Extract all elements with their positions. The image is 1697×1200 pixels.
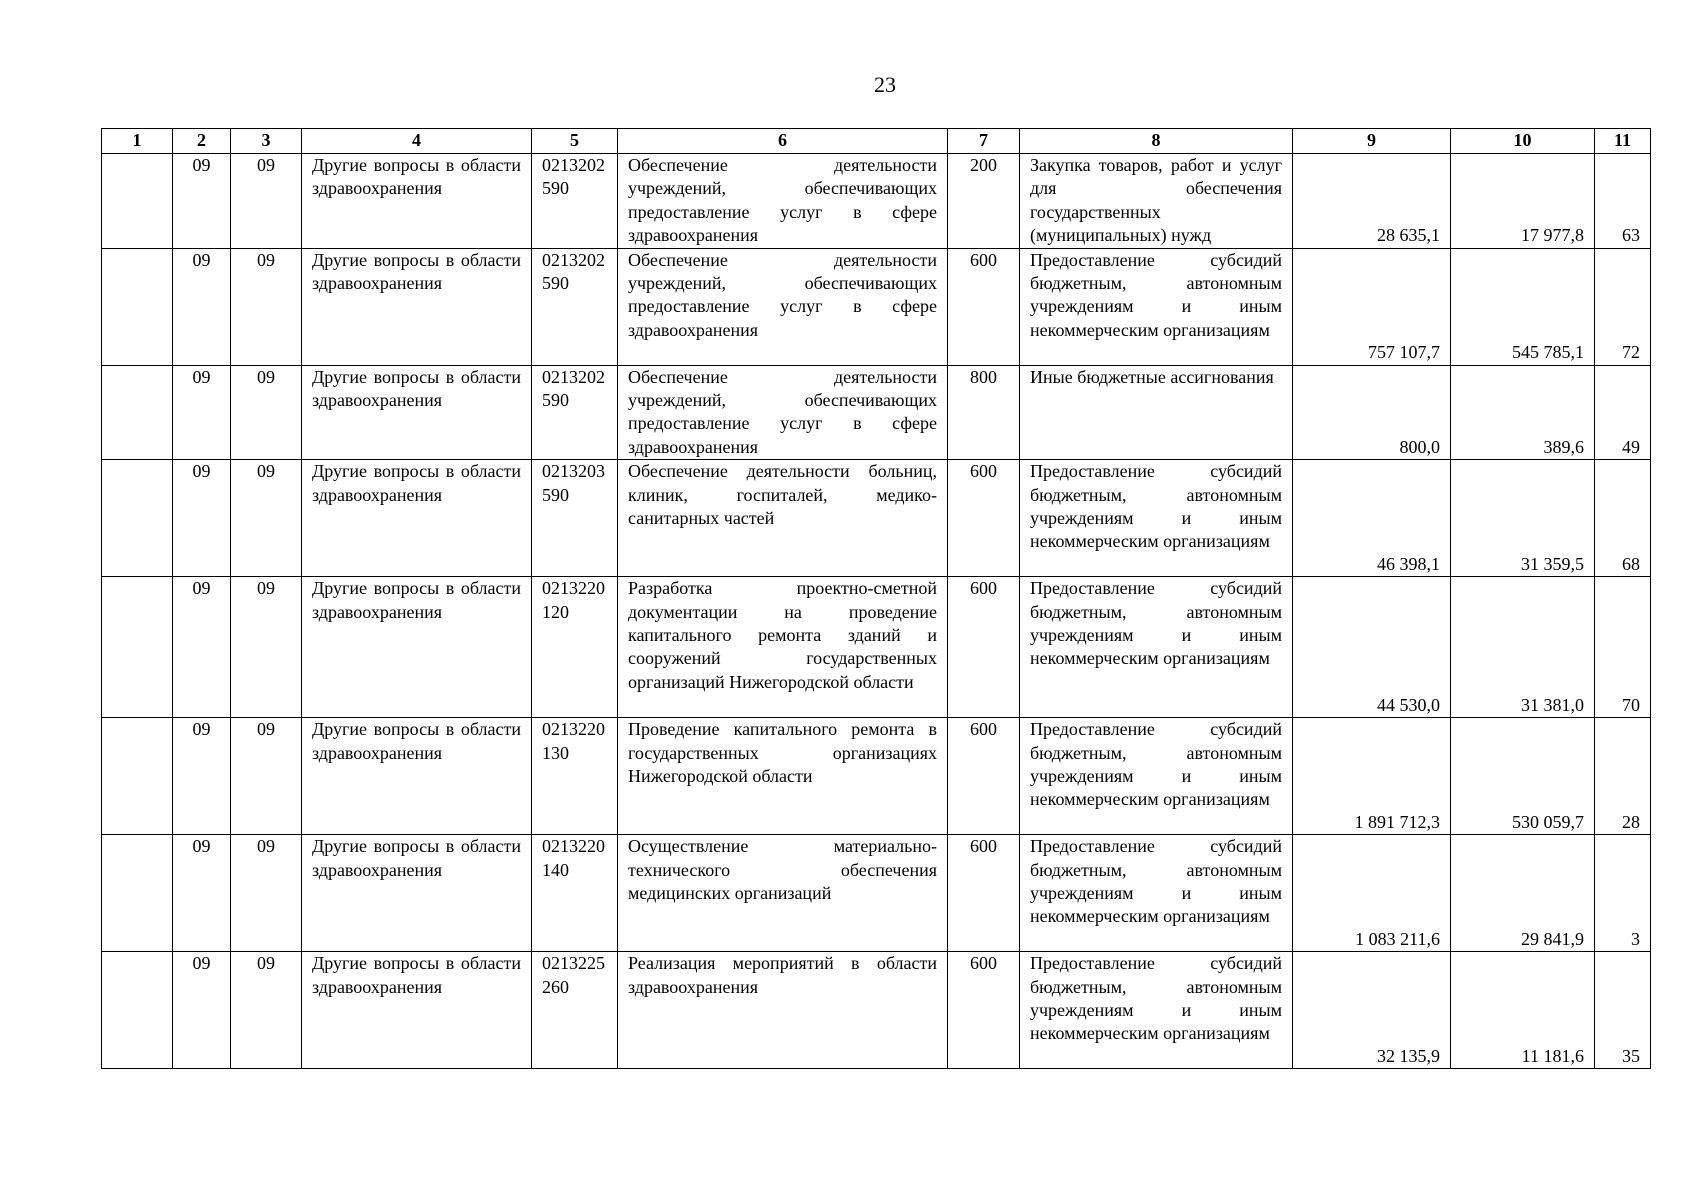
cell-subsection: 09 bbox=[231, 460, 302, 577]
cell-target-code: 0213203590 bbox=[532, 460, 618, 577]
cell-actual-amount: 29 841,9 bbox=[1451, 835, 1595, 952]
cell-section: 09 bbox=[173, 460, 231, 577]
cell-percent: 49 bbox=[1595, 365, 1651, 460]
cell-plan-amount: 1 891 712,3 bbox=[1293, 718, 1451, 835]
cell-expense-type: 600 bbox=[948, 718, 1020, 835]
table-row bbox=[102, 154, 1651, 249]
cell-expense-name: Предоставление субсидий бюджетным, автономным учреждениям и иным некоммерческим организациям bbox=[1020, 460, 1293, 577]
cell-actual-amount: 11 181,6 bbox=[1451, 952, 1595, 1069]
cell-col1 bbox=[102, 460, 173, 577]
cell-target-name: Проведение капитального ремонта в государственных организациях Нижегородской области bbox=[618, 718, 948, 835]
column-header: 10 bbox=[1451, 129, 1595, 154]
cell-expense-name: Предоставление субсидий бюджетным, автономным учреждениям и иным некоммерческим организациям bbox=[1020, 952, 1293, 1069]
cell-actual-amount: 17 977,8 bbox=[1451, 154, 1595, 249]
cell-section: 09 bbox=[173, 248, 231, 365]
table-row bbox=[102, 248, 1651, 365]
column-header: 7 bbox=[948, 129, 1020, 154]
cell-col1 bbox=[102, 718, 173, 835]
cell-actual-amount: 31 381,0 bbox=[1451, 577, 1595, 718]
cell-subsection: 09 bbox=[231, 248, 302, 365]
column-header: 11 bbox=[1595, 129, 1651, 154]
cell-expense-type: 800 bbox=[948, 365, 1020, 460]
cell-section: 09 bbox=[173, 835, 231, 952]
cell-plan-amount: 46 398,1 bbox=[1293, 460, 1451, 577]
table-row bbox=[102, 952, 1651, 1069]
column-header: 1 bbox=[102, 129, 173, 154]
cell-expense-name: Предоставление субсидий бюджетным, автономным учреждениям и иным некоммерческим организациям bbox=[1020, 577, 1293, 718]
cell-subsection: 09 bbox=[231, 952, 302, 1069]
cell-target-code: 0213220140 bbox=[532, 835, 618, 952]
cell-col1 bbox=[102, 835, 173, 952]
cell-target-name: Осуществление материально-технического обеспечения медицинских организаций bbox=[618, 835, 948, 952]
cell-section: 09 bbox=[173, 718, 231, 835]
cell-target-name: Обеспечение деятельности больниц, клиник, госпиталей, медико-санитарных частей bbox=[618, 460, 948, 577]
cell-percent: 3 bbox=[1595, 835, 1651, 952]
cell-expense-type: 600 bbox=[948, 248, 1020, 365]
table-row bbox=[102, 835, 1651, 952]
cell-expense-type: 600 bbox=[948, 835, 1020, 952]
cell-target-code: 0213220120 bbox=[532, 577, 618, 718]
cell-plan-amount: 757 107,7 bbox=[1293, 248, 1451, 365]
table-row bbox=[102, 577, 1651, 718]
column-header: 3 bbox=[231, 129, 302, 154]
cell-expense-name: Предоставление субсидий бюджетным, автономным учреждениям и иным некоммерческим организациям bbox=[1020, 248, 1293, 365]
table-row bbox=[102, 365, 1651, 460]
column-header: 9 bbox=[1293, 129, 1451, 154]
table-header-row bbox=[102, 129, 1651, 154]
cell-target-code: 0213202590 bbox=[532, 365, 618, 460]
cell-section: 09 bbox=[173, 365, 231, 460]
cell-col1 bbox=[102, 577, 173, 718]
cell-actual-amount: 389,6 bbox=[1451, 365, 1595, 460]
cell-plan-amount: 44 530,0 bbox=[1293, 577, 1451, 718]
cell-subsection: 09 bbox=[231, 154, 302, 249]
cell-expense-name: Иные бюджетные ассигнования bbox=[1020, 365, 1293, 460]
cell-target-name: Обеспечение деятельности учреждений, обеспечивающих предоставление услуг в сфере здравоохранения bbox=[618, 248, 948, 365]
cell-plan-amount: 32 135,9 bbox=[1293, 952, 1451, 1069]
cell-percent: 68 bbox=[1595, 460, 1651, 577]
cell-actual-amount: 31 359,5 bbox=[1451, 460, 1595, 577]
cell-subsection: 09 bbox=[231, 718, 302, 835]
cell-expense-type: 600 bbox=[948, 577, 1020, 718]
cell-target-name: Реализация мероприятий в области здравоохранения bbox=[618, 952, 948, 1069]
budget-table bbox=[101, 128, 1651, 1069]
cell-expense-type: 200 bbox=[948, 154, 1020, 249]
cell-target-name: Обеспечение деятельности учреждений, обеспечивающих предоставление услуг в сфере здравоохранения bbox=[618, 154, 948, 249]
column-header: 8 bbox=[1020, 129, 1293, 154]
table-row bbox=[102, 718, 1651, 835]
cell-target-code: 0213220130 bbox=[532, 718, 618, 835]
cell-col1 bbox=[102, 365, 173, 460]
cell-target-code: 0213225260 bbox=[532, 952, 618, 1069]
cell-section-name: Другие вопросы в области здравоохранения bbox=[302, 365, 532, 460]
cell-expense-type: 600 bbox=[948, 460, 1020, 577]
cell-percent: 63 bbox=[1595, 154, 1651, 249]
cell-percent: 72 bbox=[1595, 248, 1651, 365]
page-number: 23 bbox=[874, 72, 896, 97]
cell-subsection: 09 bbox=[231, 835, 302, 952]
cell-actual-amount: 545 785,1 bbox=[1451, 248, 1595, 365]
cell-subsection: 09 bbox=[231, 577, 302, 718]
cell-plan-amount: 28 635,1 bbox=[1293, 154, 1451, 249]
cell-subsection: 09 bbox=[231, 365, 302, 460]
cell-col1 bbox=[102, 154, 173, 249]
cell-actual-amount: 530 059,7 bbox=[1451, 718, 1595, 835]
cell-expense-name: Предоставление субсидий бюджетным, автономным учреждениям и иным некоммерческим организациям bbox=[1020, 835, 1293, 952]
cell-section-name: Другие вопросы в области здравоохранения bbox=[302, 460, 532, 577]
cell-section-name: Другие вопросы в области здравоохранения bbox=[302, 577, 532, 718]
cell-section-name: Другие вопросы в области здравоохранения bbox=[302, 952, 532, 1069]
cell-target-code: 0213202590 bbox=[532, 248, 618, 365]
cell-section: 09 bbox=[173, 952, 231, 1069]
cell-expense-name: Закупка товаров, работ и услуг для обеспечения государственных (муниципальных) нужд bbox=[1020, 154, 1293, 249]
column-header: 5 bbox=[532, 129, 618, 154]
column-header: 4 bbox=[302, 129, 532, 154]
cell-section: 09 bbox=[173, 577, 231, 718]
cell-plan-amount: 800,0 bbox=[1293, 365, 1451, 460]
cell-percent: 70 bbox=[1595, 577, 1651, 718]
cell-percent: 35 bbox=[1595, 952, 1651, 1069]
cell-target-code: 0213202590 bbox=[532, 154, 618, 249]
cell-section-name: Другие вопросы в области здравоохранения bbox=[302, 248, 532, 365]
cell-section-name: Другие вопросы в области здравоохранения bbox=[302, 835, 532, 952]
cell-section-name: Другие вопросы в области здравоохранения bbox=[302, 154, 532, 249]
column-header: 2 bbox=[173, 129, 231, 154]
cell-expense-name: Предоставление субсидий бюджетным, автономным учреждениям и иным некоммерческим организациям bbox=[1020, 718, 1293, 835]
table-row bbox=[102, 460, 1651, 577]
cell-col1 bbox=[102, 952, 173, 1069]
cell-col1 bbox=[102, 248, 173, 365]
cell-expense-type: 600 bbox=[948, 952, 1020, 1069]
cell-percent: 28 bbox=[1595, 718, 1651, 835]
cell-target-name: Разработка проектно-сметной документации на проведение капитального ремонта зданий и сооружений государственных организаций Нижегородской области bbox=[618, 577, 948, 718]
cell-section: 09 bbox=[173, 154, 231, 249]
cell-plan-amount: 1 083 211,6 bbox=[1293, 835, 1451, 952]
cell-section-name: Другие вопросы в области здравоохранения bbox=[302, 718, 532, 835]
cell-target-name: Обеспечение деятельности учреждений, обеспечивающих предоставление услуг в сфере здравоохранения bbox=[618, 365, 948, 460]
column-header: 6 bbox=[618, 129, 948, 154]
